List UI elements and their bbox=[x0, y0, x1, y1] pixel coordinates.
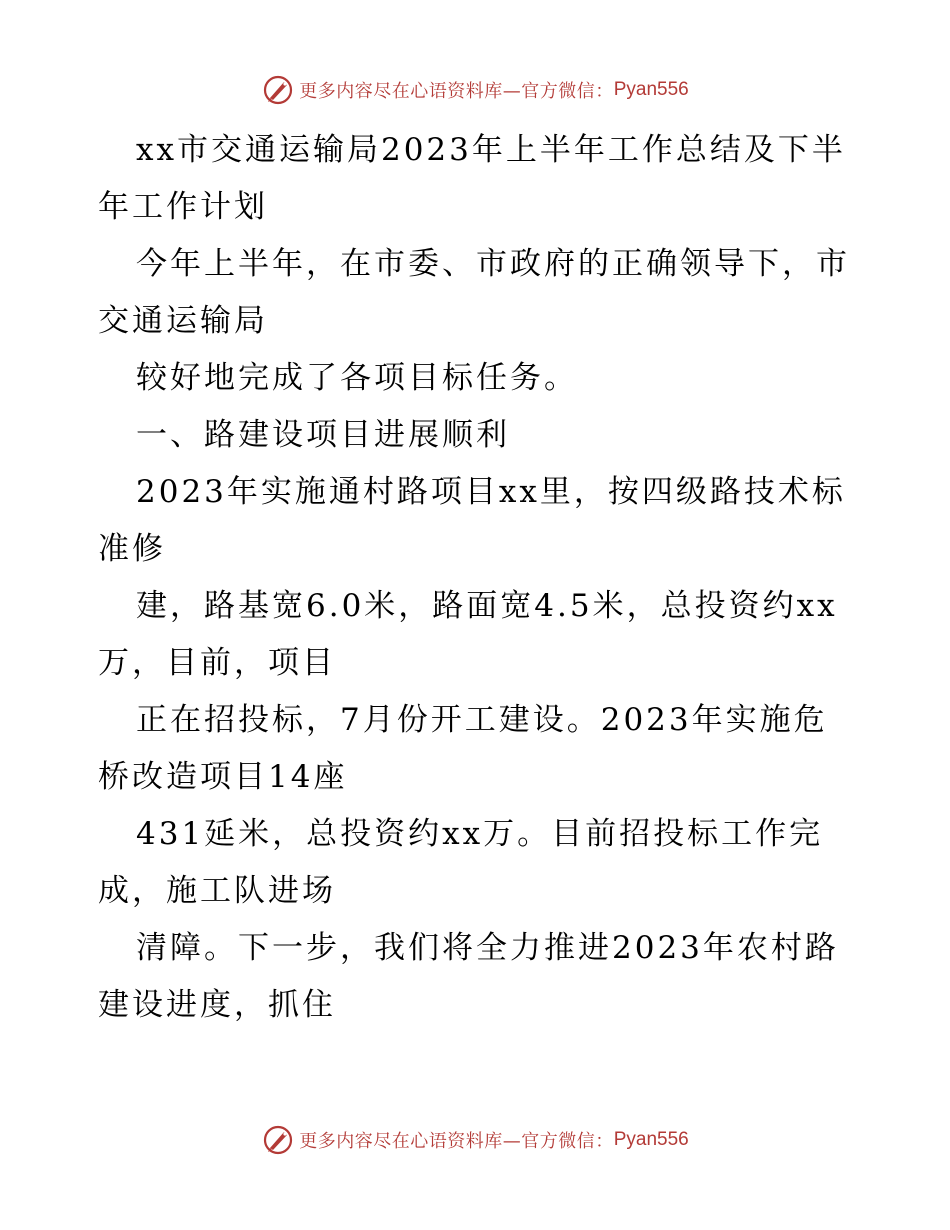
document-title: xx市交通运输局2023年上半年工作总结及下半年工作计划 bbox=[98, 132, 846, 225]
paragraph: 建，路基宽6.0米，路面宽4.5米，总投资约xx万，目前，项目 bbox=[98, 588, 838, 681]
paragraph: 清障。下一步，我们将全力推进2023年农村路建设进度，抓住 bbox=[98, 930, 839, 1023]
paragraph: 较好地完成了各项目标任务。 bbox=[136, 360, 578, 396]
footer-banner-id: Pyan556 bbox=[613, 1129, 689, 1150]
paragraph: 今年上半年，在市委、市政府的正确领导下，市交通运输局 bbox=[98, 246, 850, 339]
header-banner-text: 更多内容尽在心语资料库—官方微信： bbox=[299, 81, 614, 102]
footer-banner bbox=[0, 1120, 950, 1160]
footer-banner-text: 更多内容尽在心语资料库—官方微信： bbox=[299, 1131, 614, 1152]
paragraph: 2023年实施通村路项目xx里，按四级路技术标准修 bbox=[98, 474, 846, 567]
document-body bbox=[98, 122, 858, 1034]
header-banner bbox=[0, 70, 950, 110]
pen-logo-icon bbox=[261, 73, 295, 107]
pen-logo-icon bbox=[261, 1123, 295, 1157]
paragraph: 正在招投标，7月份开工建设。2023年实施危桥改造项目14座 bbox=[98, 702, 828, 795]
paragraph: 431延米，总投资约xx万。目前招投标工作完成，施工队进场 bbox=[98, 816, 824, 909]
header-banner-id: Pyan556 bbox=[613, 79, 689, 100]
section-heading: 一、路建设项目进展顺利 bbox=[136, 417, 510, 453]
